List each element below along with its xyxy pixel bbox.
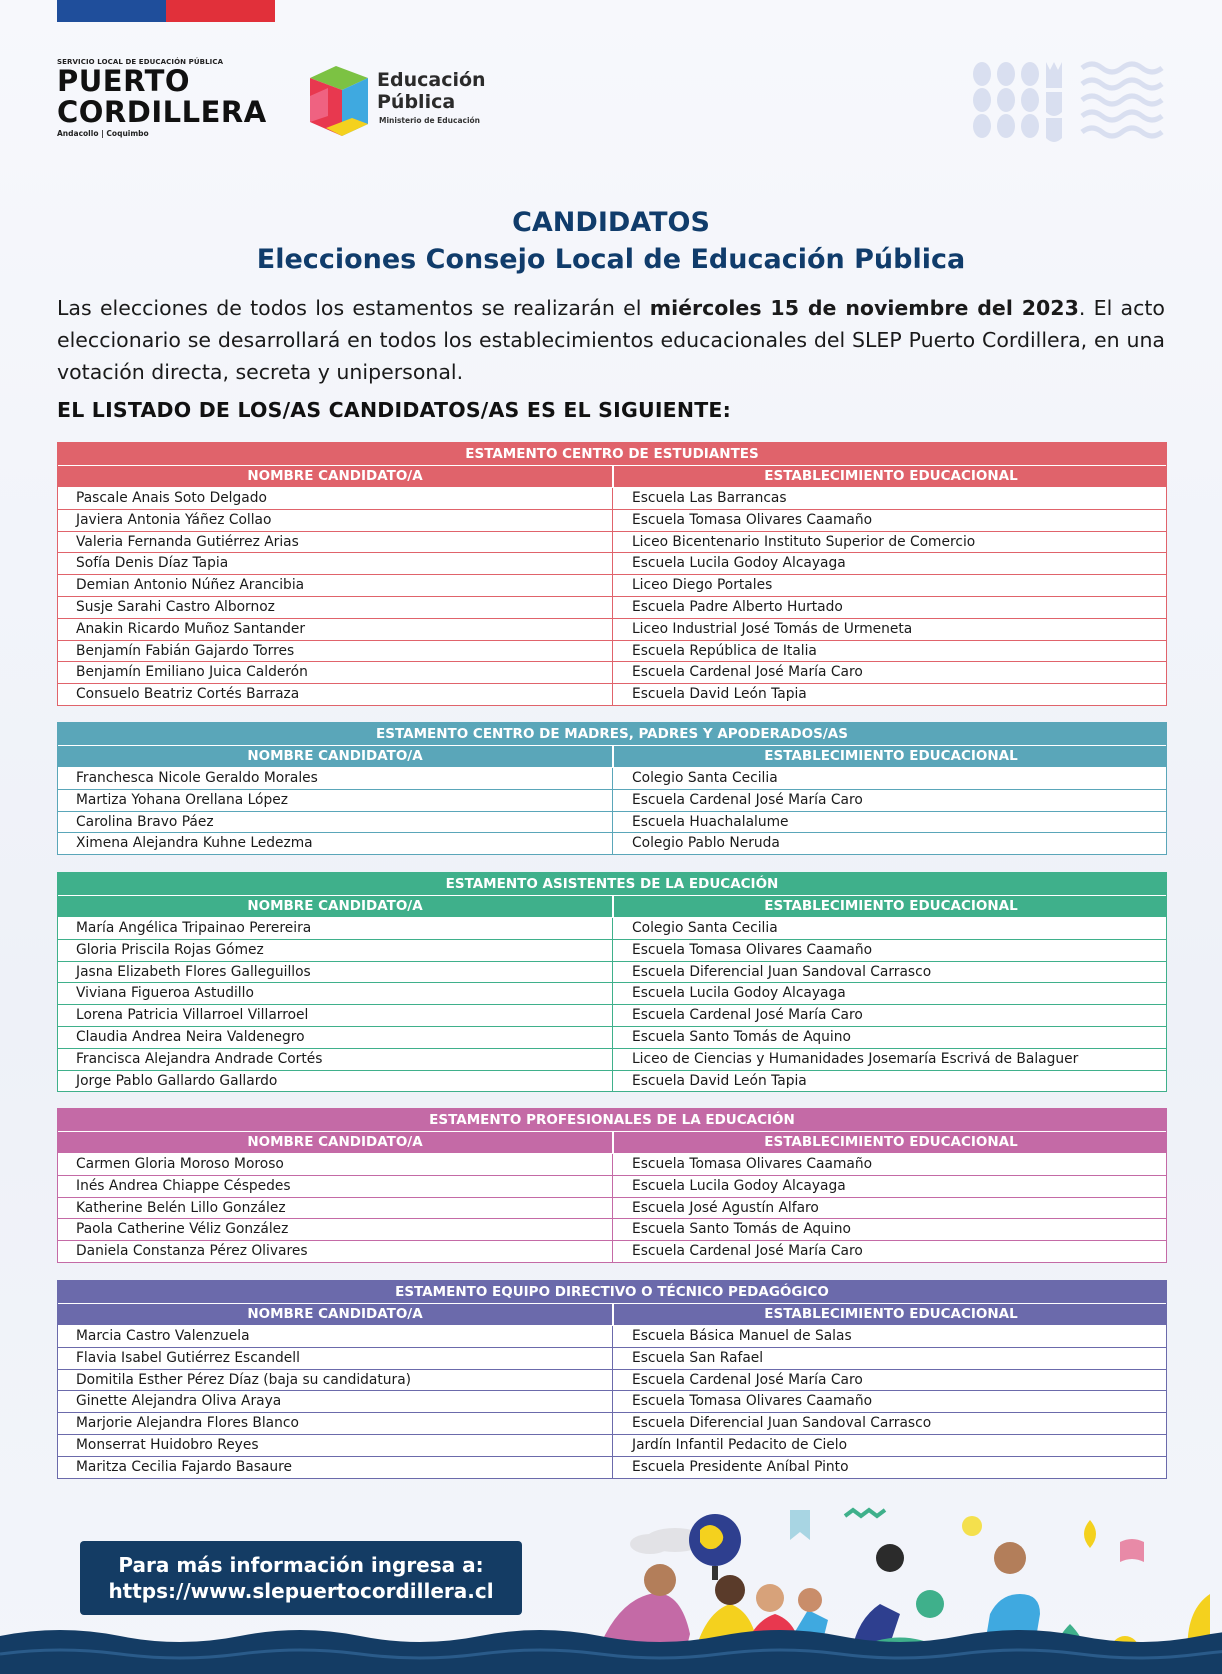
candidate-school: Jardín Infantil Pedacito de Cielo — [612, 1435, 1166, 1456]
candidate-name: Marcia Castro Valenzuela — [76, 1328, 250, 1344]
table-header — [58, 465, 1166, 487]
table-row — [58, 1240, 1166, 1262]
table-row — [58, 1412, 1166, 1434]
candidate-school: Escuela Padre Alberto Hurtado — [612, 597, 1166, 618]
candidate-school: Escuela David León Tapia — [612, 1071, 1166, 1092]
candidate-school: Escuela Tomasa Olivares Caamaño — [612, 1391, 1166, 1412]
table-row — [58, 487, 1166, 509]
table-row — [58, 1153, 1166, 1175]
table-header — [58, 1131, 1166, 1153]
candidate-name: Anakin Ricardo Muñoz Santander — [76, 620, 306, 637]
column-header-school: ESTABLECIMIENTO EDUCACIONAL — [612, 1304, 1168, 1325]
mineduc-logo — [306, 56, 506, 146]
candidate-school: Escuela Santo Tomás de Aquino — [612, 1027, 1166, 1048]
candidate-name: Francisca Alejandra Andrade Cortés — [76, 1050, 323, 1067]
column-header-name: NOMBRE CANDIDATO/A — [247, 1306, 423, 1322]
column-header-name: NOMBRE CANDIDATO/A — [247, 898, 423, 914]
candidate-school: Escuela José Agustín Alfaro — [612, 1198, 1166, 1219]
table-caption: ESTAMENTO ASISTENTES DE LA EDUCACIÓN — [58, 873, 1166, 895]
column-header-name: NOMBRE CANDIDATO/A — [247, 1134, 423, 1150]
table-caption: ESTAMENTO EQUIPO DIRECTIVO O TÉCNICO PEDAGÓGICO — [58, 1281, 1166, 1303]
candidate-name: Domitila Esther Pérez Díaz (baja su candidatura) — [76, 1371, 412, 1388]
candidate-name: Carmen Gloria Moroso Moroso — [76, 1156, 284, 1172]
table-row — [58, 939, 1166, 961]
pennant-icon — [790, 1510, 810, 1540]
candidate-school: Escuela Tomasa Olivares Caamaño — [612, 1154, 1166, 1175]
intro-text-part2: . El acto eleccionario se desarrollará en todos los establecimientos educacionales del SLEP Puerto Cordillera, en una votación directa, secreta y unipersonal. — [57, 296, 1165, 384]
chile-flag-stripe — [57, 0, 275, 22]
candidate-name: María Angélica Tripainao Perereira — [76, 920, 312, 936]
title-line1: CANDIDATOS — [512, 207, 710, 238]
title-line2: Elecciones Consejo Local de Educación Pública — [256, 244, 966, 275]
mineduc-logo-sub-text: Ministerio de Educación — [379, 116, 481, 125]
candidate-school: Escuela San Rafael — [612, 1348, 1166, 1369]
candidate-school: Liceo Industrial José Tomás de Urmeneta — [612, 619, 1166, 640]
candidate-school: Colegio Pablo Neruda — [612, 833, 1166, 854]
candidate-name: Carolina Bravo Páez — [76, 813, 214, 830]
table-row — [58, 1197, 1166, 1219]
table-header — [58, 1303, 1166, 1325]
table-row — [58, 552, 1166, 574]
table-row — [58, 832, 1166, 854]
table-row — [58, 574, 1166, 596]
mineduc-logo-text — [377, 69, 486, 113]
candidate-name: Marjorie Alejandra Flores Blanco — [76, 1415, 299, 1432]
table-header — [58, 745, 1166, 767]
table-row — [58, 1369, 1166, 1391]
table-row — [58, 811, 1166, 833]
candidate-school: Colegio Santa Cecilia — [612, 768, 1166, 789]
candidate-table — [57, 722, 1167, 855]
candidate-school: Escuela Las Barrancas — [612, 488, 1166, 509]
table-row — [58, 1004, 1166, 1026]
candidate-school: Escuela Lucila Godoy Alcayaga — [612, 983, 1166, 1004]
candidate-school: Escuela Cardenal José María Caro — [612, 790, 1166, 811]
sun-icon — [962, 1516, 982, 1536]
candidate-name: Inés Andrea Chiappe Céspedes — [76, 1177, 291, 1194]
table-header — [58, 895, 1166, 917]
candidate-school: Escuela Cardenal José María Caro — [612, 1005, 1166, 1026]
candidate-name: Daniela Constanza Pérez Olivares — [76, 1243, 308, 1260]
table-row — [58, 1456, 1166, 1478]
table-row — [58, 531, 1166, 553]
candidate-name: Gloria Priscila Rojas Gómez — [76, 941, 264, 958]
leaf-icon — [1084, 1520, 1096, 1548]
candidate-name: Martiza Yohana Orellana López — [76, 791, 288, 808]
intro-text-part1: Las elecciones de todos los estamentos se realizarán el — [57, 296, 650, 320]
candidate-table — [57, 1108, 1167, 1263]
table-row — [58, 661, 1166, 683]
table-row — [58, 618, 1166, 640]
candidate-name: Claudia Andrea Neira Valdenegro — [76, 1028, 305, 1045]
candidate-school: Liceo Bicentenario Instituto Superior de Comercio — [612, 532, 1166, 553]
candidate-name: Katherine Belén Lillo González — [76, 1199, 286, 1216]
intro-paragraph — [57, 292, 1165, 388]
zigzag-icon — [845, 1510, 885, 1516]
intro-date: miércoles 15 de noviembre del 2023 — [649, 296, 1079, 320]
candidate-school: Escuela Diferencial Juan Sandoval Carrasco — [612, 1413, 1166, 1434]
candidate-school: Liceo de Ciencias y Humanidades Josemaría Escrivá de Balaguer — [612, 1049, 1166, 1070]
candidate-school: Escuela Tomasa Olivares Caamaño — [612, 940, 1166, 961]
table-row — [58, 917, 1166, 939]
candidate-name: Ximena Alejandra Kuhne Ledezma — [76, 835, 313, 852]
candidate-school: Escuela Cardenal José María Caro — [612, 662, 1166, 683]
column-header-name: NOMBRE CANDIDATO/A — [247, 468, 423, 484]
slep-logo-line1: PUERTO — [57, 64, 191, 98]
book-icon — [1120, 1539, 1144, 1562]
table-row — [58, 961, 1166, 983]
candidate-name: Valeria Fernanda Gutiérrez Arias — [76, 533, 299, 550]
table-caption: ESTAMENTO PROFESIONALES DE LA EDUCACIÓN — [58, 1109, 1166, 1131]
candidate-school: Escuela Lucila Godoy Alcayaga — [612, 1176, 1166, 1197]
column-header-name: NOMBRE CANDIDATO/A — [247, 748, 423, 764]
candidate-name: Lorena Patricia Villarroel Villarroel — [76, 1007, 309, 1024]
table-caption: ESTAMENTO CENTRO DE ESTUDIANTES — [58, 443, 1166, 465]
candidate-name: Monserrat Huidobro Reyes — [76, 1436, 259, 1453]
candidate-name: Flavia Isabel Gutiérrez Escandell — [76, 1349, 300, 1366]
candidate-school: Colegio Santa Cecilia — [612, 918, 1166, 939]
candidate-school: Escuela Cardenal José María Caro — [612, 1370, 1166, 1391]
mineduc-logo-line1: Educación — [377, 69, 486, 91]
table-row — [58, 1070, 1166, 1092]
table-row — [58, 767, 1166, 789]
table-row — [58, 1434, 1166, 1456]
table-row — [58, 1218, 1166, 1240]
slep-logo — [57, 58, 287, 138]
candidate-school: Escuela Cardenal José María Caro — [612, 1241, 1166, 1262]
table-row — [58, 982, 1166, 1004]
candidate-name: Consuelo Beatriz Cortés Barraza — [76, 686, 300, 703]
candidate-school: Liceo Diego Portales — [612, 575, 1166, 596]
candidate-school: Escuela Lucila Godoy Alcayaga — [612, 553, 1166, 574]
info-line1: Para más información ingresa a: — [118, 1553, 484, 1577]
table-row — [58, 1325, 1166, 1347]
candidate-table — [57, 1280, 1167, 1479]
slep-logo-line2: CORDILLERA — [57, 95, 267, 129]
candidate-name: Jorge Pablo Gallardo Gallardo — [76, 1072, 278, 1089]
table-row — [58, 640, 1166, 662]
slep-logo-sub-text: Andacollo | Coquimbo — [57, 129, 149, 138]
candidate-name: Javiera Antonia Yáñez Collao — [76, 511, 272, 528]
candidate-name: Viviana Figueroa Astudillo — [76, 985, 254, 1002]
info-box — [80, 1541, 522, 1615]
table-row — [58, 1026, 1166, 1048]
table-row — [58, 1347, 1166, 1369]
globe-icon — [689, 1514, 741, 1580]
column-header-school: ESTABLECIMIENTO EDUCACIONAL — [612, 466, 1168, 487]
list-heading: EL LISTADO DE LOS/AS CANDIDATOS/AS ES EL SIGUIENTE: — [57, 398, 732, 422]
candidate-school: Escuela Básica Manuel de Salas — [612, 1326, 1166, 1347]
candidate-school: Escuela República de Italia — [612, 641, 1166, 662]
candidate-name: Paola Catherine Véliz González — [76, 1221, 289, 1238]
candidate-name: Maritza Cecilia Fajardo Basaure — [76, 1458, 292, 1475]
footer-wave — [0, 1620, 1222, 1674]
candidate-name: Pascale Anais Soto Delgado — [76, 490, 267, 506]
table-caption: ESTAMENTO CENTRO DE MADRES, PADRES Y APODERADOS/AS — [58, 723, 1166, 745]
candidate-school: Escuela Tomasa Olivares Caamaño — [612, 510, 1166, 531]
candidate-name: Ginette Alejandra Oliva Araya — [76, 1393, 282, 1410]
table-row — [58, 683, 1166, 705]
table-row — [58, 1390, 1166, 1412]
column-header-school: ESTABLECIMIENTO EDUCACIONAL — [612, 746, 1168, 767]
table-row — [58, 1048, 1166, 1070]
candidate-name: Susje Sarahi Castro Albornoz — [76, 598, 275, 615]
candidate-table — [57, 872, 1167, 1092]
candidate-school: Escuela Diferencial Juan Sandoval Carrasco — [612, 962, 1166, 983]
candidate-name: Demian Antonio Núñez Arancibia — [76, 577, 305, 594]
candidate-school: Escuela David León Tapia — [612, 684, 1166, 705]
mineduc-logo-line2: Pública — [377, 91, 456, 113]
slep-logo-small-text: SERVICIO LOCAL DE EDUCACIÓN PÚBLICA — [57, 58, 224, 66]
column-header-school: ESTABLECIMIENTO EDUCACIONAL — [612, 896, 1168, 917]
mineduc-cube-icon — [306, 56, 376, 146]
column-header-school: ESTABLECIMIENTO EDUCACIONAL — [612, 1132, 1168, 1153]
decorative-pattern-icon — [970, 60, 1170, 144]
candidate-school: Escuela Huachalalume — [612, 812, 1166, 833]
candidate-name: Sofía Denis Díaz Tapia — [76, 555, 229, 572]
candidate-name: Jasna Elizabeth Flores Galleguillos — [76, 963, 311, 980]
candidate-table — [57, 442, 1167, 706]
info-url-link[interactable]: https://www.slepuertocordillera.cl — [108, 1579, 494, 1603]
candidate-name: Franchesca Nicole Geraldo Morales — [76, 770, 318, 786]
table-row — [58, 509, 1166, 531]
candidate-school: Escuela Santo Tomás de Aquino — [612, 1219, 1166, 1240]
table-row — [58, 789, 1166, 811]
candidate-name: Benjamín Emiliano Juica Calderón — [76, 664, 308, 681]
candidate-school: Escuela Presidente Aníbal Pinto — [612, 1457, 1166, 1478]
page-title — [0, 205, 1222, 279]
table-row — [58, 1175, 1166, 1197]
candidate-name: Benjamín Fabián Gajardo Torres — [76, 642, 295, 659]
table-row — [58, 596, 1166, 618]
